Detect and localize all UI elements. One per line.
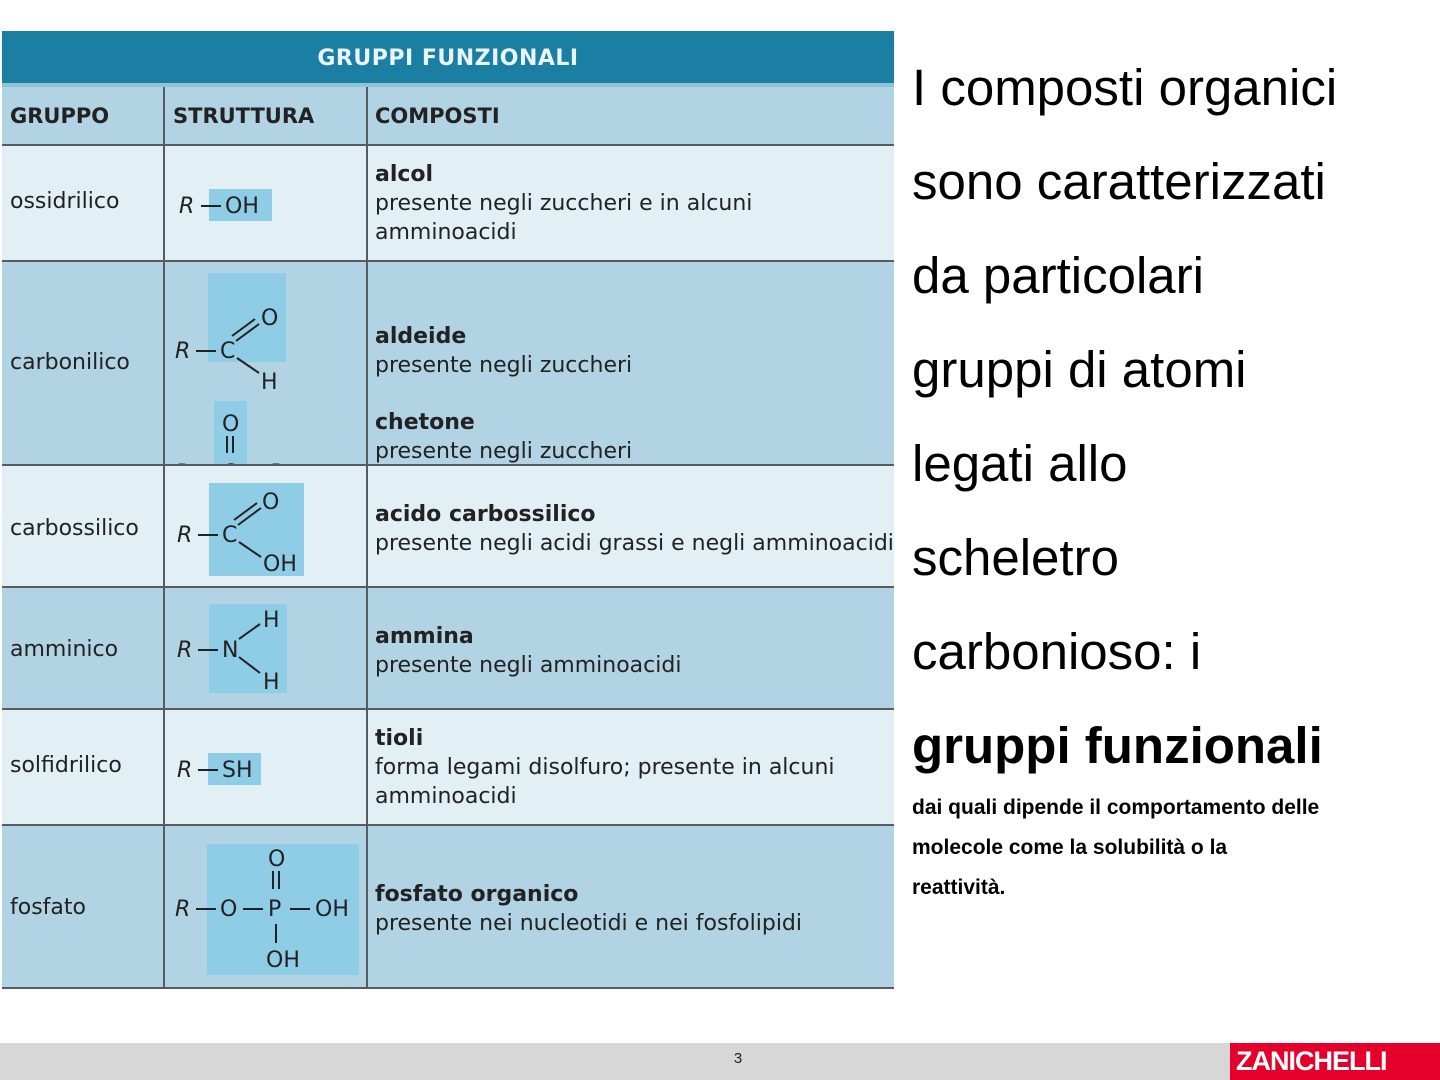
compound-name: chetone xyxy=(375,410,475,435)
group-name: carbonilico xyxy=(10,350,130,375)
explanation-text xyxy=(912,57,1412,908)
header-composti: COMPOSTI xyxy=(375,104,500,128)
svg-text:C: C xyxy=(222,523,238,548)
structure-carbonyl xyxy=(165,261,368,465)
compound-cell xyxy=(375,500,894,558)
table-header-row xyxy=(2,87,894,145)
compound-cell xyxy=(375,622,681,680)
group-name: carbossilico xyxy=(10,516,139,541)
compound-cell xyxy=(375,322,632,466)
compound-desc: presente negli zuccheri xyxy=(375,353,633,378)
compound-name: ammina xyxy=(375,624,474,649)
column-divider xyxy=(366,87,368,989)
detail-line: reattività. xyxy=(912,876,1006,899)
text-line-bold: gruppi funzionali xyxy=(912,717,1323,774)
svg-text:H: H xyxy=(261,370,278,395)
structure-carboxyl xyxy=(165,465,368,587)
table-row-fosfato xyxy=(2,825,894,989)
structure-hydroxyl xyxy=(165,145,368,261)
svg-text:H: H xyxy=(263,608,280,633)
page-number: 3 xyxy=(733,1050,743,1067)
compound-desc: presente negli zuccheri xyxy=(375,439,633,464)
compound-name: alcol xyxy=(375,162,434,187)
compound-desc: presente negli zuccheri e in alcuni xyxy=(375,191,753,216)
svg-text:R: R xyxy=(175,339,191,364)
group-name: ossidrilico xyxy=(10,189,120,214)
text-line: legati allo xyxy=(912,435,1128,492)
structure-phosphate xyxy=(165,825,368,989)
detail-text xyxy=(912,788,1412,908)
atom-oh: OH xyxy=(225,194,259,219)
detail-line: molecole come la solubilità o la xyxy=(912,836,1228,859)
table-row-ossidrilico xyxy=(2,145,894,261)
svg-text:O: O xyxy=(261,306,279,331)
compound-desc: presente nei nucleotidi e nei fosfolipidi xyxy=(375,911,803,936)
svg-text:R: R xyxy=(177,758,193,783)
compound-desc: presente negli amminoacidi xyxy=(375,653,682,678)
atom-r: R xyxy=(179,194,195,219)
column-divider xyxy=(163,87,165,989)
svg-text:N: N xyxy=(222,638,239,663)
text-line: da particolari xyxy=(912,247,1204,304)
structure-sulfhydryl xyxy=(165,709,368,825)
compound-cell xyxy=(375,724,835,811)
structure-amino xyxy=(165,587,368,709)
table-row-solfidrilico xyxy=(2,709,894,825)
svg-text:O: O xyxy=(222,412,240,437)
svg-text:P: P xyxy=(268,897,282,922)
table-title: GRUPPI FUNZIONALI xyxy=(2,31,894,87)
svg-text:OH: OH xyxy=(266,948,300,973)
table-row-carbonilico xyxy=(2,261,894,465)
text-line: gruppi di atomi xyxy=(912,341,1247,398)
functional-groups-table xyxy=(2,31,894,989)
header-struttura: STRUTTURA xyxy=(173,104,315,128)
publisher-logo: ZANICHELLI xyxy=(1230,1043,1440,1080)
compound-cell xyxy=(375,160,752,247)
text-line: scheletro xyxy=(912,529,1119,586)
row-divider xyxy=(2,260,894,262)
compound-desc: presente negli acidi grassi e negli amminoacidi xyxy=(375,531,894,556)
svg-text:R: R xyxy=(177,523,193,548)
compound-desc: amminoacidi xyxy=(375,784,517,809)
svg-text:O: O xyxy=(262,490,280,515)
svg-text:O: O xyxy=(220,897,238,922)
detail-line: dai quali dipende il comportamento delle xyxy=(912,796,1320,819)
compound-name: acido carbossilico xyxy=(375,502,596,527)
svg-text:SH: SH xyxy=(222,758,253,783)
svg-text:R: R xyxy=(175,897,191,922)
text-line: sono caratterizzati xyxy=(912,153,1326,210)
svg-text:C: C xyxy=(220,339,236,364)
row-divider xyxy=(2,464,894,466)
text-line: I composti organici xyxy=(912,59,1338,116)
svg-text:OH: OH xyxy=(315,897,349,922)
compound-desc: forma legami disolfuro; presente in alcuni xyxy=(375,755,835,780)
svg-text:H: H xyxy=(263,670,280,695)
table-row-amminico xyxy=(2,587,894,709)
row-divider xyxy=(2,987,894,989)
group-name: fosfato xyxy=(10,895,86,920)
svg-text:R: R xyxy=(177,638,193,663)
row-divider xyxy=(2,708,894,710)
compound-name: fosfato organico xyxy=(375,882,579,907)
row-divider xyxy=(2,144,894,146)
compound-name: aldeide xyxy=(375,324,467,349)
group-name: solfidrilico xyxy=(10,753,122,778)
compound-desc: amminoacidi xyxy=(375,220,517,245)
text-line: carbonioso: i xyxy=(912,623,1202,680)
group-name: amminico xyxy=(10,637,119,662)
header-gruppo: GRUPPO xyxy=(10,104,110,128)
table-row-carbossilico xyxy=(2,465,894,587)
row-divider xyxy=(2,824,894,826)
compound-cell xyxy=(375,880,802,938)
svg-text:OH: OH xyxy=(263,552,297,577)
row-divider xyxy=(2,586,894,588)
svg-text:O: O xyxy=(268,847,286,872)
compound-name: tioli xyxy=(375,726,424,751)
